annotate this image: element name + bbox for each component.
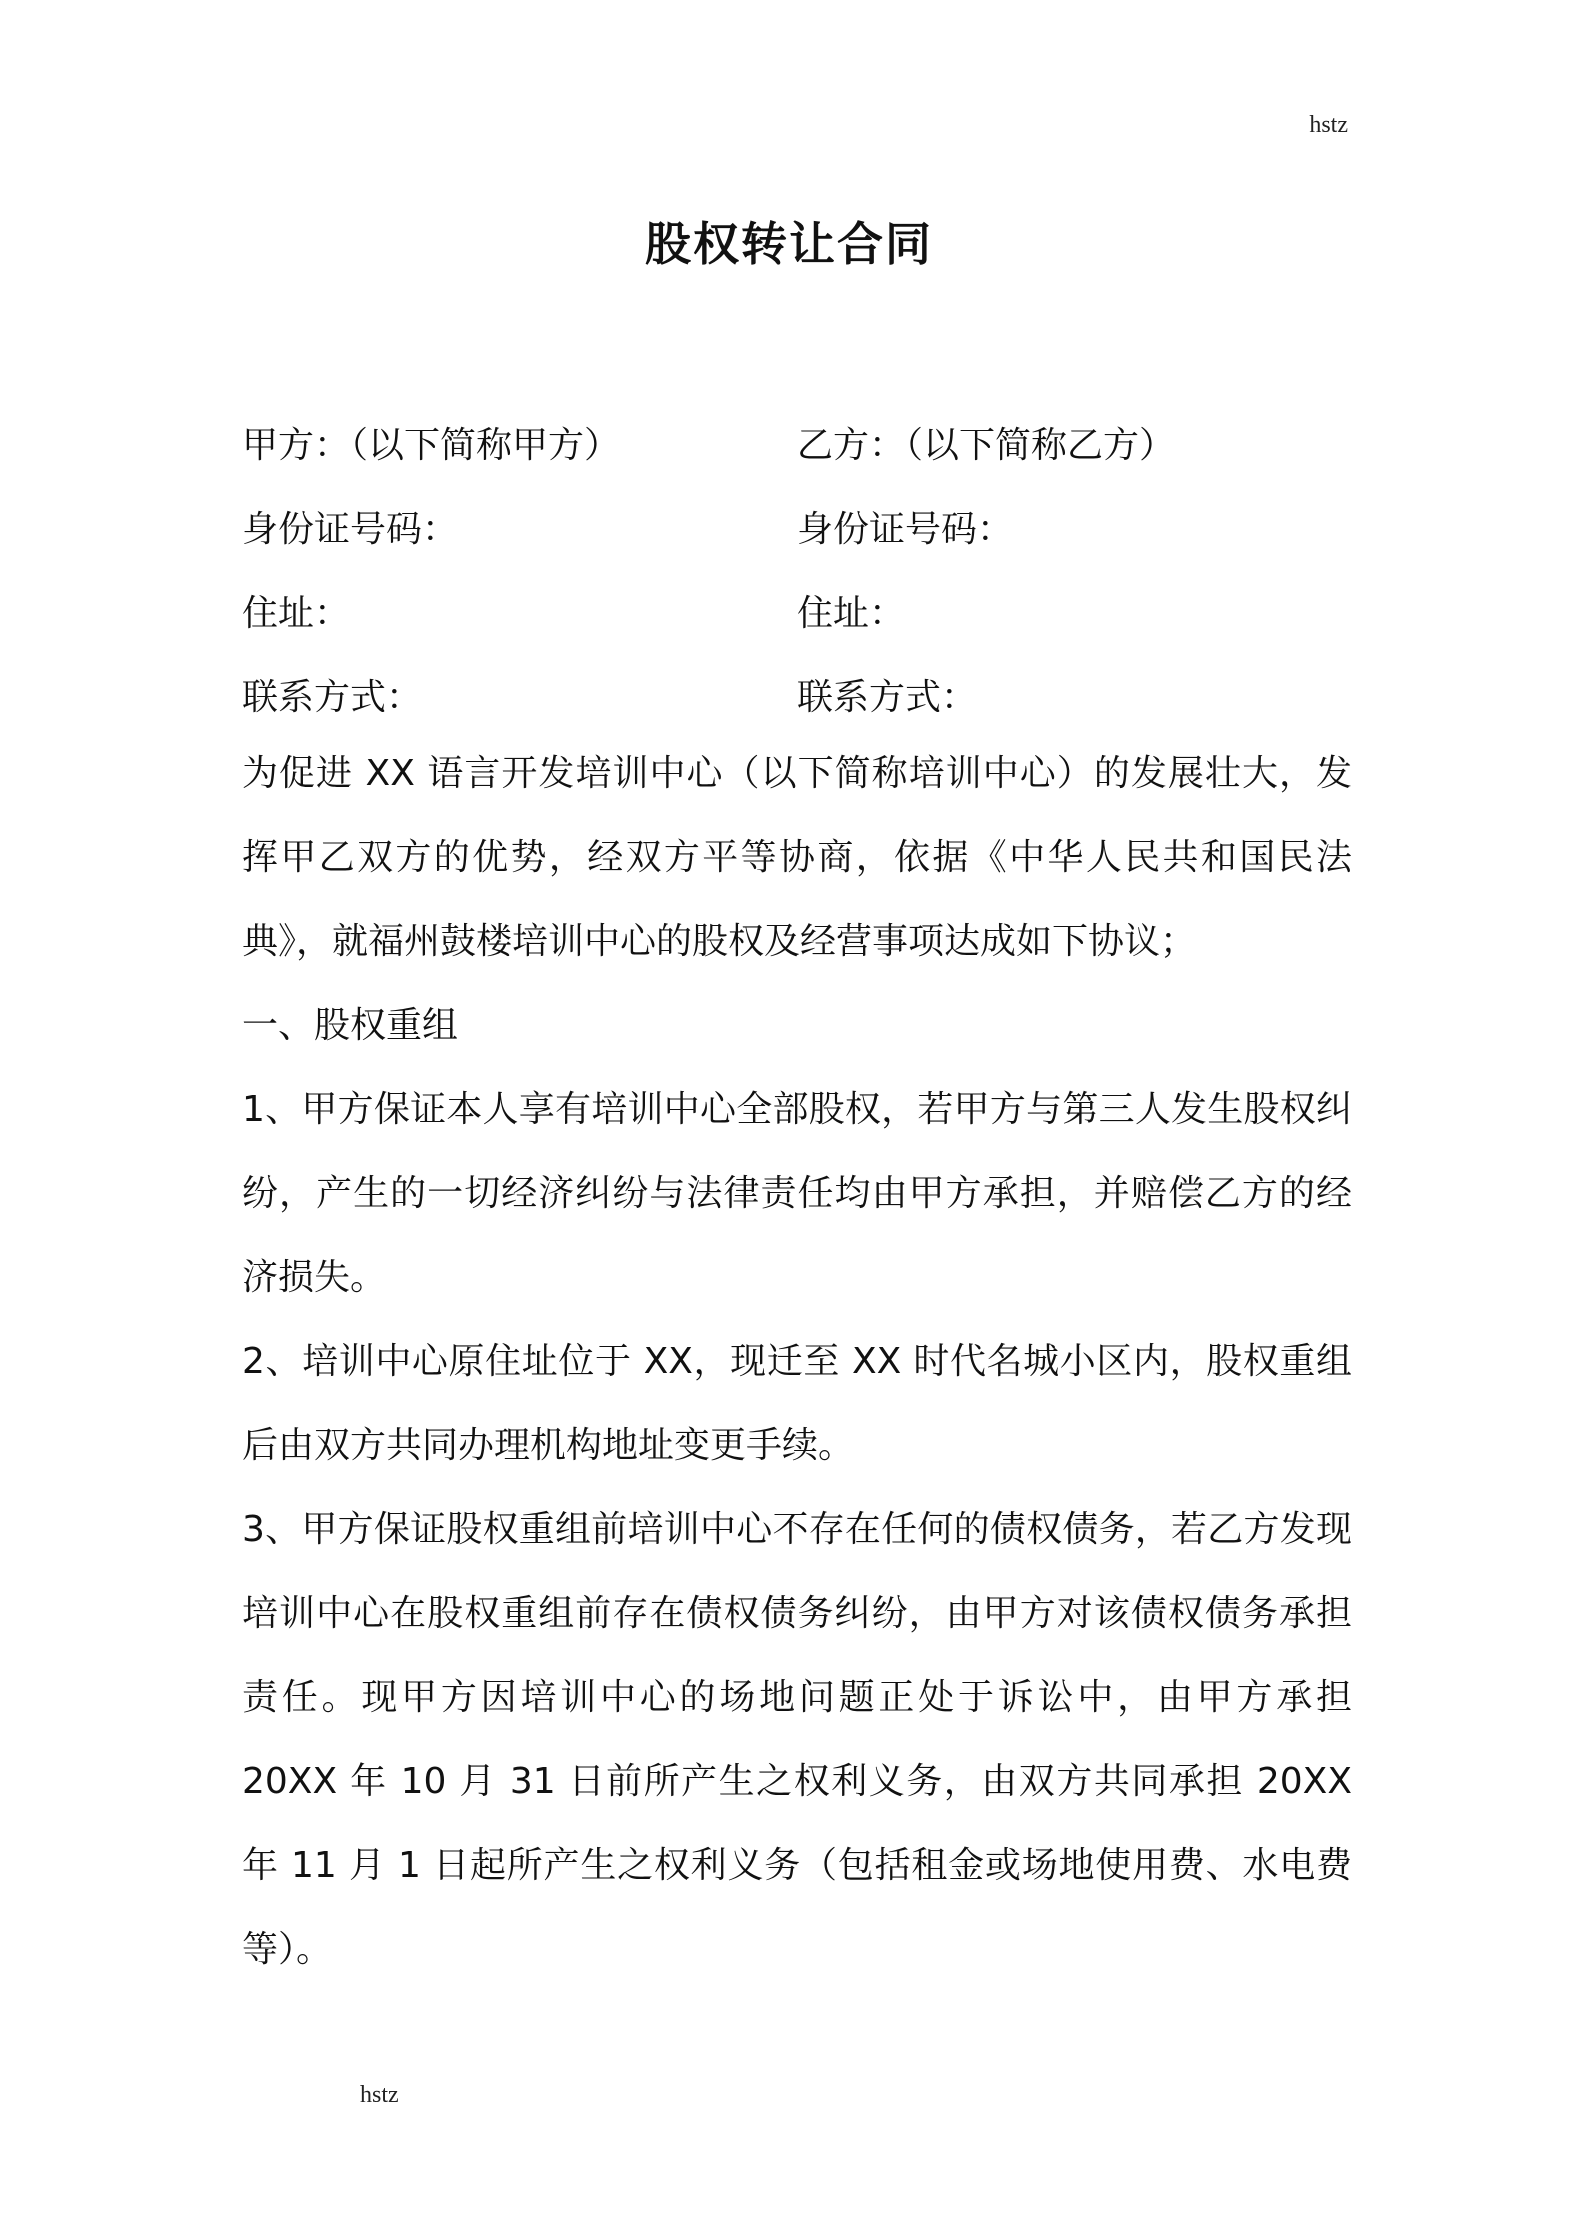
preamble-paragraph: 为促进 XX 语言开发培训中心（以下简称培训中心）的发展壮大，发挥甲乙双方的优势，经双方平等协商，依据《中华人民共和国民法典》，就福州鼓楼培训中心的股权及经营事项达成如下协议； xyxy=(242,753,1352,962)
party-address-row xyxy=(242,568,1352,652)
party-b-contact-label: 联系方式： xyxy=(797,676,978,718)
party-name-row xyxy=(242,400,1352,484)
clause-1-paragraph: 1、甲方保证本人享有培训中心全部股权，若甲方与第三人发生股权纠纷，产生的一切经济纠纷与法律责任均由甲方承担，并赔偿乙方的经济损失。 xyxy=(242,1089,1352,1298)
footer-watermark: hstz xyxy=(360,2082,399,2108)
party-b-address-label: 住址： xyxy=(797,592,906,634)
section-heading-equity-restructuring: 一、股权重组 xyxy=(242,1005,459,1046)
header-watermark: hstz xyxy=(1309,112,1348,138)
party-contact-row xyxy=(242,652,1352,736)
document-title: 股权转让合同 xyxy=(645,217,933,271)
party-a-label: 甲方：（以下简称甲方） xyxy=(242,424,621,466)
parties-block xyxy=(242,400,1352,736)
party-a-address-label: 住址： xyxy=(242,592,351,634)
party-id-row xyxy=(242,484,1352,568)
party-b-label: 乙方：（以下简称乙方） xyxy=(797,424,1176,466)
clause-3-paragraph: 3、甲方保证股权重组前培训中心不存在任何的债权债务，若乙方发现培训中心在股权重组前存在债权债务纠纷，由甲方对该债权债务承担责任。现甲方因培训中心的场地问题正处于诉讼中，由甲方承担 20XX 年 10 月 31 日前所产生之权利义务，由双方共同承担 20XX 年 11 月 1 日起所产生之权利义务（包括租金或场地使用费、水电费等）。 xyxy=(242,1509,1352,1970)
party-a-id-label: 身份证号码： xyxy=(242,508,459,550)
clause-2-paragraph: 2、培训中心原住址位于 XX，现迁至 XX 时代名城小区内，股权重组后由双方共同办理机构地址变更手续。 xyxy=(242,1341,1352,1466)
party-a-contact-label: 联系方式： xyxy=(242,676,423,718)
party-b-id-label: 身份证号码： xyxy=(797,508,1014,550)
contract-body xyxy=(242,732,1352,1992)
